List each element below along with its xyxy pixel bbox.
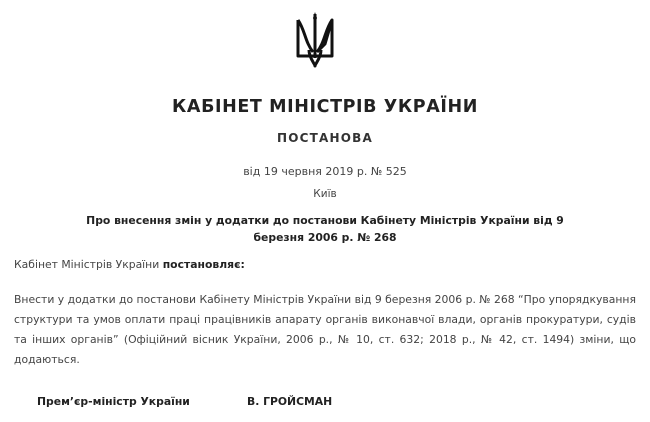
preamble bbox=[14, 258, 245, 271]
decree-date-number: від 19 червня 2019 р. № 525 bbox=[243, 165, 407, 178]
signatory-name: В. ГРОЙСМАН bbox=[247, 395, 333, 408]
decree-subject: Про внесення змін у додатки до постанови Кабінету Міністрів України від 9 березня 2006 р. № 268 bbox=[86, 214, 564, 244]
ukraine-trident-icon bbox=[295, 10, 335, 68]
preamble-emphasis: постановляє: bbox=[162, 258, 245, 271]
document-type: ПОСТАНОВА bbox=[276, 131, 373, 145]
signatory-position: Прем’єр-міністр України bbox=[37, 395, 190, 408]
preamble-text: Кабінет Міністрів України bbox=[14, 258, 163, 271]
decree-city: Київ bbox=[313, 188, 337, 200]
organization-title: КАБІНЕТ МІНІСТРІВ УКРАЇНИ bbox=[172, 97, 478, 117]
decree-body-paragraph: Внести у додатки до постанови Кабінету Міністрів України від 9 березня 2006 р. № 268 “Про упорядкування структури та умов оплати праці працівників апарату органів виконавчої влади, органів прокуратури, судів та інших органів” (Офіційний вісник України, 2006 р., № 10, ст. 632; 2018 р., № 42, ст. 1494) зміни, що додаються. bbox=[14, 293, 636, 366]
